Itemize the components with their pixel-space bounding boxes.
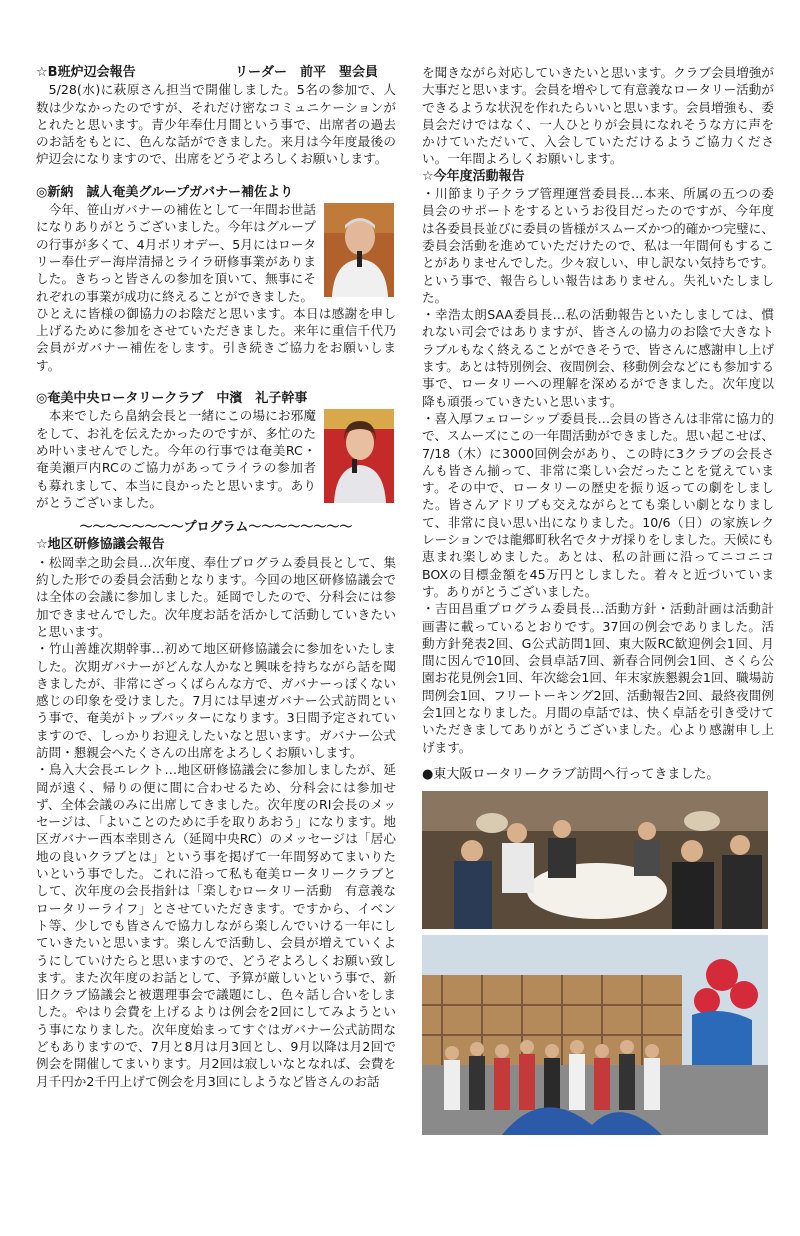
- amami-body: 本来でしたら畠納会長と一緒にこの場にお邪魔をして、お礼を伝えたかったのですが、多忙のため叶いませんでした。今年の行事では奄美RC・奄美瀬戸内RCのご協力があってライラの参加者も募れまして、本当に良かったと思います。ありがとうございました。: [36, 408, 316, 510]
- b-report-body: 5/28(水)に萩原さん担当で開催しました。5名の参加で、人数は少なかったのですが、それだけ密なコミュニケーションがとれたと思います。青少年奉仕月間という事で、出席者の過去のお話をもとに、色んな話ができました。来月は今年度最後の炉辺会になりますので、出席をどうぞよろしくお願いします。: [36, 82, 396, 167]
- takeyama-report: ・竹山善雄次期幹事…初めて地区研修協議会に参加をいたしました。次期ガバナーがどんな人かなと興味を持ちながら話を聞きましたが、非常にざっくばらんな方で、ガバナーっぽくない感じの印象を受けました。7月には早速ガバナー公式訪問という事で、奄美がトップバッターになります。3日間予定されていますので、しっかりお迎えしたいなと思います。ガバナー公式訪問・懇親会へたくさんの出席をよろしくお願いします。: [36, 641, 396, 760]
- banquet-photo: [422, 791, 768, 929]
- district-training-section: [36, 536, 396, 1090]
- kawabushi-report: ・川節まり子クラブ管理運営委員長…本来、所属の五つの委員会のサポートをするというお役目だったのですが、今年度は各委員長並びに委員の皆様がスムーズかつ的確かつ完璧に、委員会活動を進めていただけたので、私は一年間何もすることがありませんでした。少々寂しい、申し訳ない気持ちです。という事で、報告らしい報告はありません。失礼いたしました。: [422, 186, 774, 305]
- amami-central-section: [36, 390, 396, 511]
- district-training-title: ☆地区研修協議会報告: [36, 537, 165, 553]
- nakahama-portrait-photo: [324, 409, 394, 503]
- activity-report-title: ☆今年度活動報告: [422, 168, 525, 184]
- visit-caption: ●東大阪ロータリークラブ訪問へ行ってきました。: [422, 766, 720, 782]
- niiro-body-2: ひとえに皆様の御協力のお陰だと思います。本日は感謝を申し上げるために参加をさせていただきました。来年に重信千代乃会員がガバナー補佐をします。引き続きご協力をお願いします。: [36, 305, 396, 373]
- matsuoka-report: ・松岡幸之助会員…次年度、奉仕プログラム委員長として、集約した形での委員会活動となります。今回の地区研修協議会では全体の会議に参加しました。延岡でしたので、分科会には参加できませんでした。次年度お話を活かして活動していきたいと思います。: [36, 554, 396, 639]
- niiro-portrait-photo: [324, 203, 394, 297]
- saa-report: ・幸浩太朗SAA委員長…私の活動報告といたしましては、慣れない司会ではありますが、皆さんの協力のお陰で大きなトラブルもなく終えることができそうで、皆さんに感謝申し上げます。あとは特別例会、夜間例会、移動例会などにも参加する事で、ロータリーへの理解を深めるができました。次年度以降も頑張っていきたいと思います。: [422, 307, 774, 409]
- program-banner: 〜〜〜〜〜〜〜〜プログラム〜〜〜〜〜〜〜〜: [79, 520, 353, 536]
- b-group-report: [36, 64, 396, 168]
- activity-report-section: [422, 168, 774, 756]
- amami-title: ◎奄美中央ロータリークラブ 中濱 礼子幹事: [36, 391, 308, 407]
- niiro-section: [36, 184, 396, 374]
- group-photo-expo: [422, 935, 768, 1135]
- right-column: [422, 64, 774, 1135]
- b-report-leader: リーダー 前平 聖会員: [234, 65, 378, 80]
- niiro-body-1: 今年、笹山ガバナーの補佐として一年間お世話になりありがとうございました。今年はグループの行事が多くて、4月ボリオデー、5月にはロータリー奉仕デー海岸清掃とライラ研修事業がありました。きちっと皆さんの参加を頂いて、無事にそれぞれの事業が成功に終えることができました。: [36, 202, 316, 304]
- niiro-title: ◎新納 誠人奄美グループガバナー補佐より: [36, 184, 294, 200]
- fellowship-report: ・喜入厚フェローシップ委員長…会員の皆さんは非常に協力的で、スムーズにこの一年間活動ができました。思い起こせば、7/18（木）に3000回例会があり、この時に3クラブの会長さんも皆さん揃って、非常に楽しい会だったことを覚えています。その中で、ロータリーの歴史を振り返っての劇をしました。皆さんアドリブも交えながらとても楽しい劇となりまして、非常に良い思い出になりました。10/6（日）の家族レクレーションでは龍郷町秋名でタナガ採りをしました。天候にも恵まれ楽しめました。あとは、私の計画に沿ってニコニコBOXの目標金額を45万円としました。着々と近づいています。ありがとうございました。: [422, 410, 774, 599]
- program-committee-report: ・吉田昌重プログラム委員長…活動方針・活動計画は活動計画書に載っているとおりです。37回の例会でありました。活動方針発表2回、G公式訪問1回、東大阪RC歓迎例会1回、月間に因んで10回、会員卓話7回、新春合同例会1回、さくら公園お花見例会1回、年次総会1回、年末家族懇親会1回、職場訪問例会1回、フリートーキング2回、活動報告2回、最終夜間例会1回となりました。月間の卓話では、快く卓話を引き受けていただきましてありがとうございました。心より感謝申し上げます。: [422, 601, 774, 755]
- left-column: [36, 64, 396, 1090]
- b-report-title: ☆B班炉辺会報告: [36, 65, 136, 80]
- torii-report-continued: を聞きながら対応していきたいと思います。クラブ会員増強が大事だと思います。会員を増やして有意義なロータリー活動ができるような状況を作れたらいいと思います。会員増強も、委員会だけではなく、一人ひとりが会員になれそうな方に声をかけていただいて、入会していただけるようご協力ください。一年間よろしくお願いします。: [422, 65, 774, 167]
- torii-report: ・鳥入大会長エレクト…地区研修協議会に参加しましたが、延岡が遠く、帰りの便に間に合わせるため、分科会には参加せず、全体会議のみに出席してきました。次年度のRI会長のメッセージは、「よいことのために手を取りあおう」になります。地区ガバナー西本幸則さん（延岡中央RC）のメッセージは「居心地の良いクラブとは」という事を掲げて一年間努めてまいりたいという事でした。これに沿って私も奄美ロータリークラブとして、次年度の会長指針は「楽しむロータリー活動 有意義なロータリーライフ」とさせていただきます。ですから、イベント等、少しでも皆さんで協力しながら楽しんでいける一年にしていきたいと思います。楽しんで活動し、会員が増えていくようにしていけたらと思いますので、どうぞよろしくお願い致します。また次年度のお話として、予算が厳しいという事で、新旧クラブ協議会と被選理事会で議題にし、色々話し合いをしました。やはり会費を上げるよりは例会を2回にしてみようという事になりました。次年度始まってすぐはガバナー公式訪問などもありますので、7月と8月は月3回とし、9月以降は月2回で例会を開催してまいります。月2回は寂しいなとなれば、会費を月千円か2千円上げて例会を月3回にしようなど皆さんのお話: [36, 762, 396, 1089]
